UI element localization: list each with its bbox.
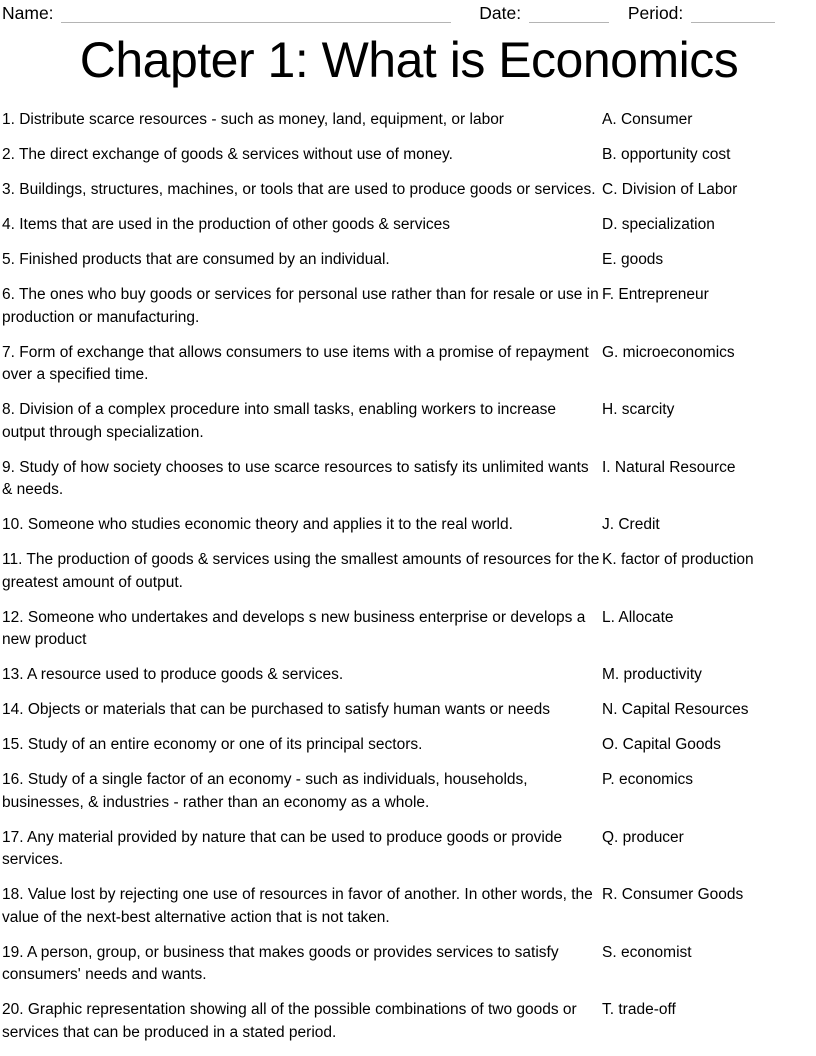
definition-text: 1. Distribute scarce resources - such as money, land, equipment, or labor	[2, 111, 504, 128]
term-text: S. economist	[602, 943, 692, 961]
term-text: A. Consumer	[602, 111, 693, 128]
matching-row	[2, 999, 816, 1044]
term-text: P. economics	[602, 771, 694, 788]
matching-row	[2, 734, 816, 757]
period-blank-line	[691, 5, 775, 23]
term-text: K. factor of production	[602, 551, 754, 568]
name-label: Name:	[2, 3, 54, 23]
definition-text: 19. A person, group, or business that makes goods or provides services to satisfy consumers' needs and wants.	[2, 943, 559, 983]
definition-text: 10. Someone who studies economic theory and applies it to the real world.	[2, 516, 513, 533]
term-text: H. scarcity	[602, 401, 675, 418]
definition-text: 3. Buildings, structures, machines, or tools that are used to produce goods or services.	[2, 181, 596, 198]
matching-row	[2, 827, 816, 872]
matching-row	[2, 699, 816, 722]
matching-row	[2, 664, 816, 687]
term-text: T. trade-off	[602, 1001, 676, 1018]
definition-text: 20. Graphic representation showing all of the possible combinations of two goods or services that can be produced in a stated period.	[2, 1001, 577, 1041]
definition-text: 12. Someone who undertakes and develops s new business enterprise or develops a new product	[2, 608, 586, 648]
definition-text: 15. Study of an entire economy or one of its principal sectors.	[2, 736, 423, 753]
matching-row	[2, 884, 816, 929]
term-text: G. microeconomics	[602, 343, 735, 361]
definition-text: 9. Study of how society chooses to use scarce resources to satisfy its unlimited wants & needs.	[2, 458, 589, 498]
page-title: Chapter 1: What is Economics	[79, 32, 739, 88]
term-text: I. Natural Resource	[602, 458, 736, 476]
matching-row	[2, 249, 816, 272]
definition-text: 4. Items that are used in the production of other goods & services	[2, 216, 451, 233]
term-text: N. Capital Resources	[602, 701, 749, 718]
matching-row	[2, 179, 816, 202]
matching-row	[2, 769, 816, 814]
matching-row	[2, 342, 816, 387]
definition-text: 18. Value lost by rejecting one use of resources in favor of another. In other words, the value of the next-best alternative action that is not taken.	[2, 886, 593, 926]
definition-text: 17. Any material provided by nature that can be used to produce goods or provide services.	[2, 828, 563, 868]
definition-text: 2. The direct exchange of goods & services without use of money.	[2, 146, 453, 163]
definition-text: 8. Division of a complex procedure into small tasks, enabling workers to increase output through specialization.	[2, 401, 556, 441]
matching-row	[2, 607, 816, 652]
name-blank-line	[61, 5, 452, 23]
definition-text: 6. The ones who buy goods or services for personal use rather than for resale or use in production or manufacturing.	[2, 286, 599, 326]
term-text: M. productivity	[602, 666, 702, 683]
matching-row	[2, 144, 816, 167]
matching-row	[2, 514, 816, 537]
term-text: C. Division of Labor	[602, 181, 738, 198]
matching-list	[2, 109, 816, 1044]
definition-text: 13. A resource used to produce goods & services.	[2, 666, 344, 683]
term-text: O. Capital Goods	[602, 736, 721, 753]
definition-text: 7. Form of exchange that allows consumers to use items with a promise of repayment over a specified time.	[2, 343, 589, 383]
term-text: L. Allocate	[602, 608, 674, 626]
matching-row	[2, 942, 816, 987]
matching-row	[2, 284, 816, 329]
date-label: Date:	[479, 3, 522, 23]
term-text: F. Entrepreneur	[602, 286, 709, 303]
definition-text: 5. Finished products that are consumed by an individual.	[2, 251, 390, 268]
date-blank-line	[529, 5, 609, 23]
matching-row	[2, 457, 816, 502]
matching-row	[2, 549, 816, 594]
matching-row	[2, 109, 816, 132]
definition-text: 16. Study of a single factor of an economy - such as individuals, households, businesses, & industries - rather than an economy as a whole.	[2, 771, 528, 811]
period-label: Period:	[627, 3, 684, 23]
term-text: B. opportunity cost	[602, 146, 731, 163]
term-text: R. Consumer Goods	[602, 886, 744, 903]
term-text: D. specialization	[602, 216, 715, 233]
matching-row	[2, 399, 816, 444]
worksheet-header	[2, 3, 816, 23]
definition-text: 11. The production of goods & services using the smallest amounts of resources for the greatest amount of output.	[2, 551, 600, 591]
term-text: J. Credit	[602, 516, 660, 533]
term-text: E. goods	[602, 251, 664, 268]
definition-text: 14. Objects or materials that can be purchased to satisfy human wants or needs	[2, 701, 550, 718]
matching-row	[2, 214, 816, 237]
term-text: Q. producer	[602, 828, 684, 846]
